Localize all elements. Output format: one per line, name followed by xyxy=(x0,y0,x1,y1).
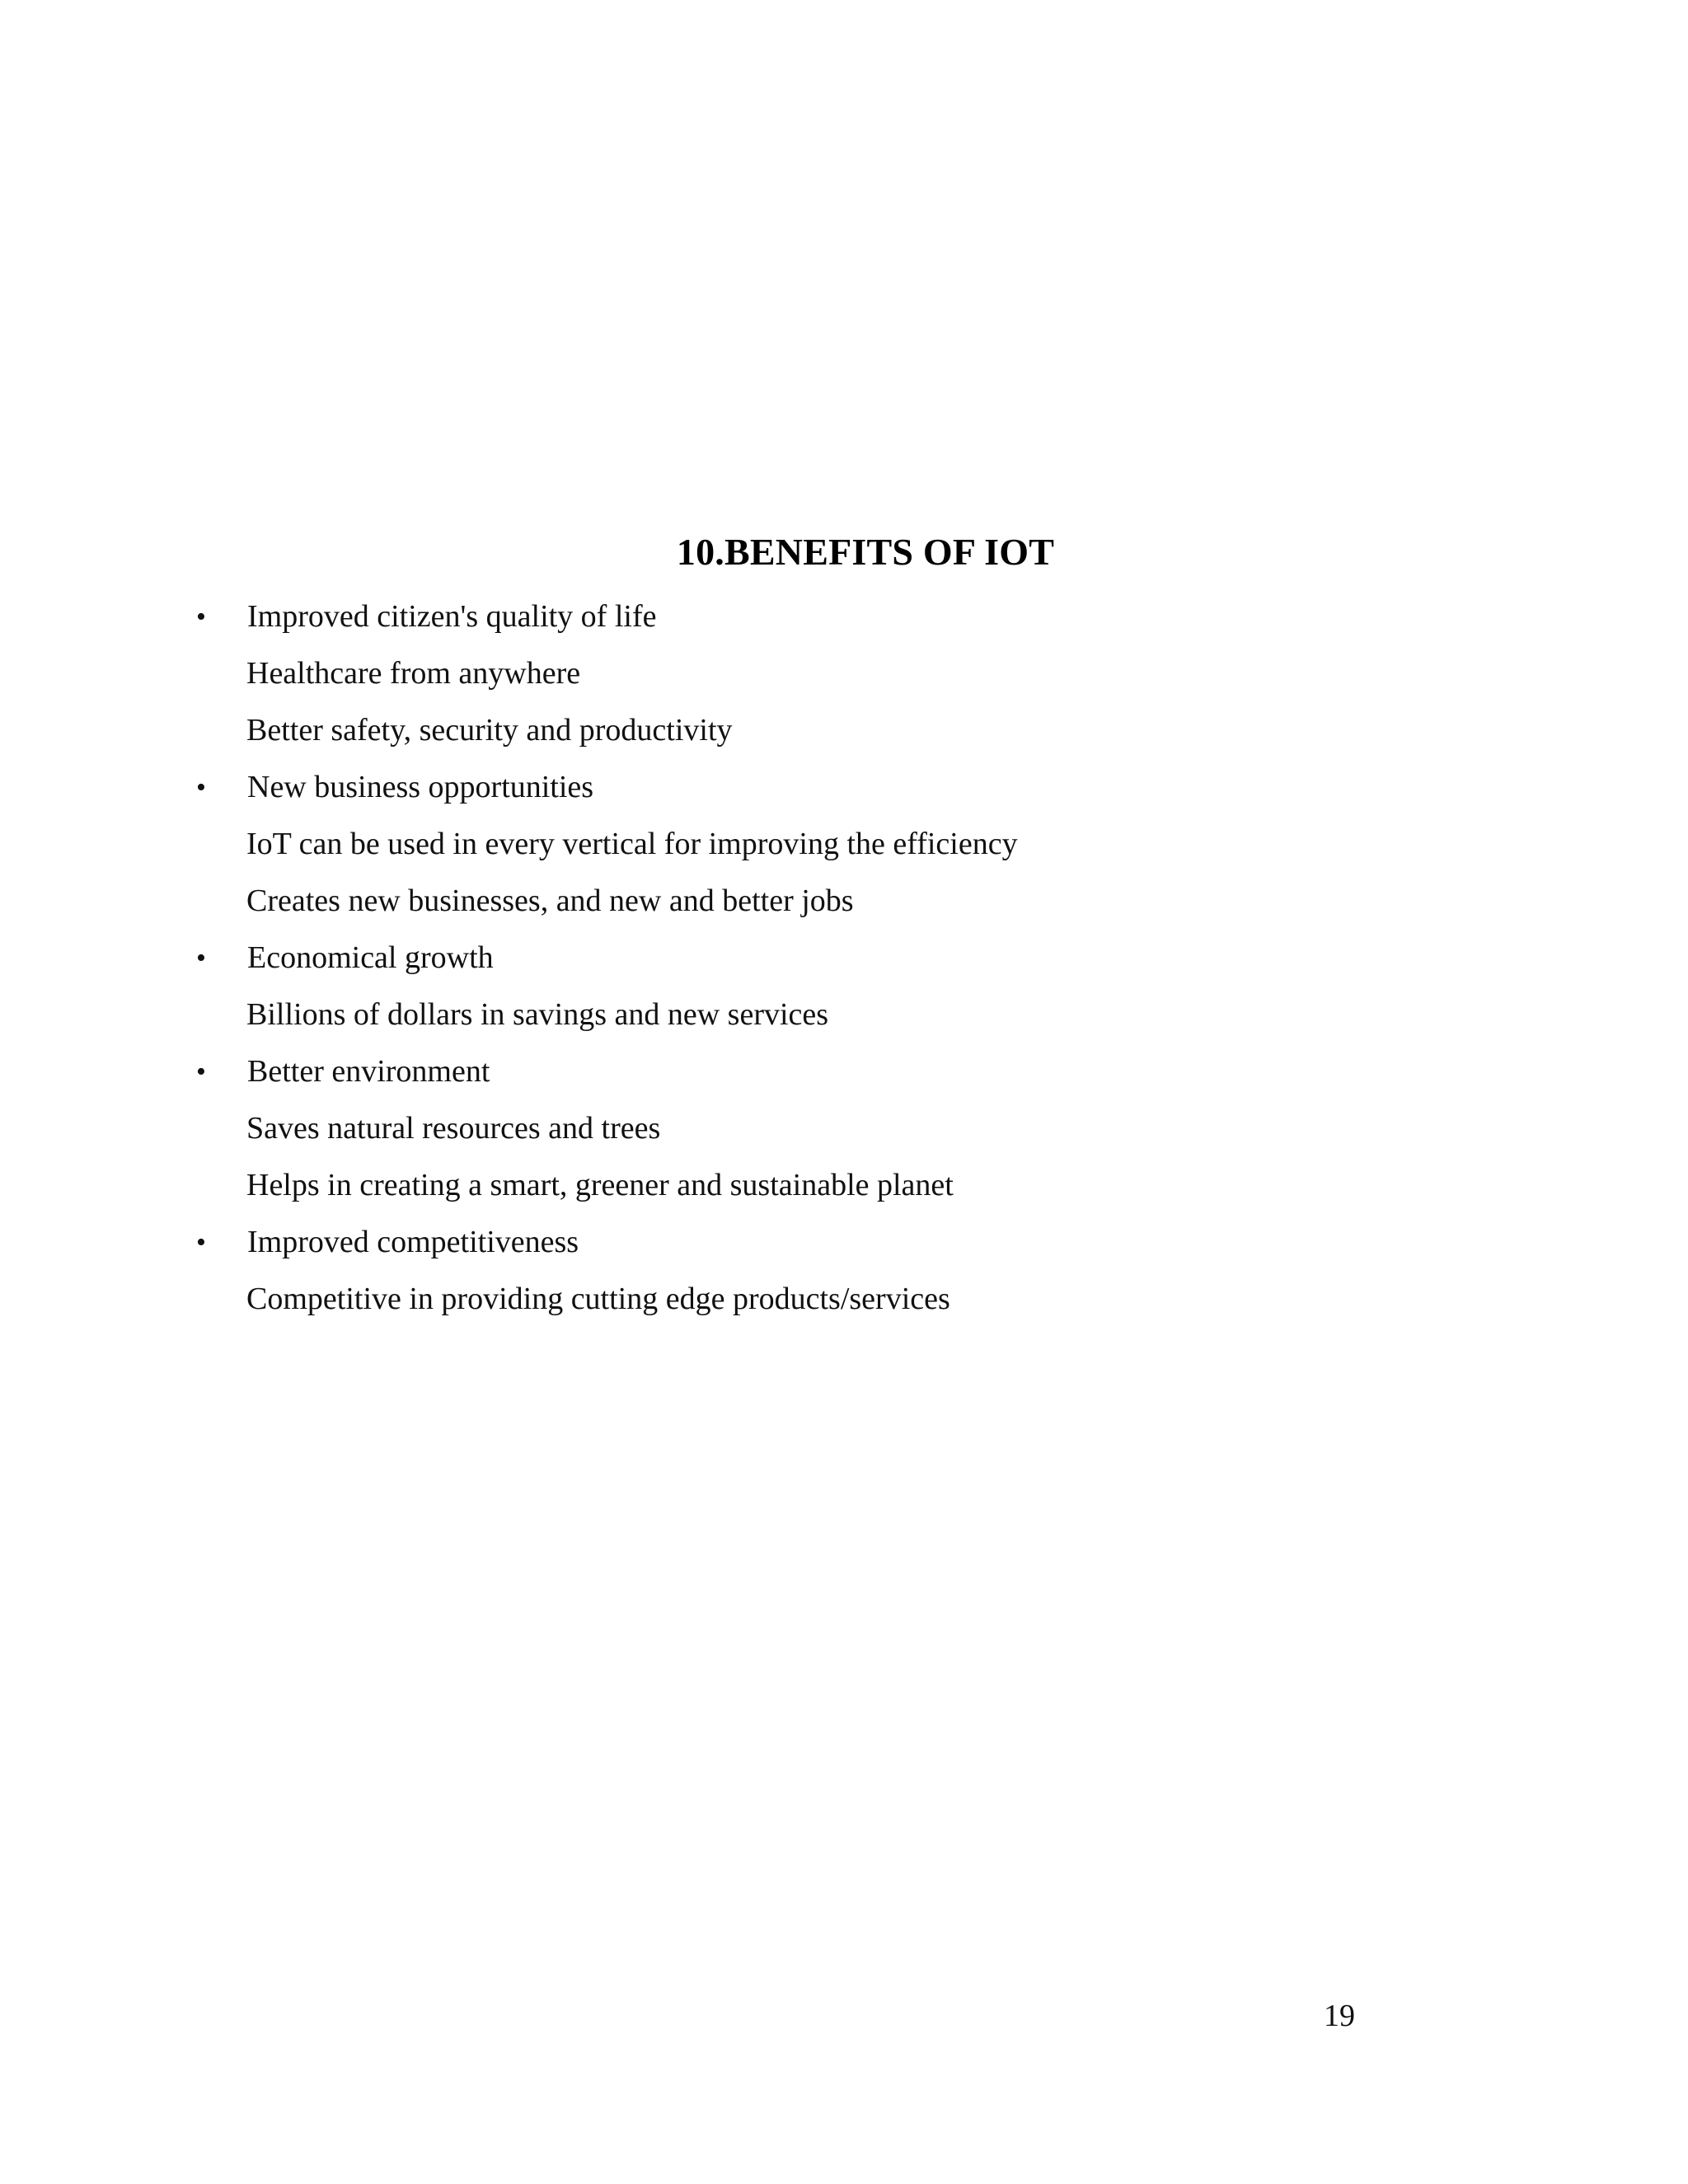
bullet-icon: • xyxy=(196,1057,206,1087)
detail-text: Creates new businesses, and new and better jobs xyxy=(246,883,854,918)
detail-text: Healthcare from anywhere xyxy=(246,656,581,691)
bullet-icon: • xyxy=(196,1227,206,1258)
benefit-section-heading xyxy=(0,930,1688,987)
detail-text: Better safety, security and productivity xyxy=(246,713,733,748)
benefit-detail-line xyxy=(0,1271,1688,1328)
section-heading-text: New business opportunities xyxy=(247,770,594,804)
benefit-detail-line xyxy=(0,702,1688,759)
bullet-icon: • xyxy=(196,602,206,632)
benefit-section-heading xyxy=(0,759,1688,816)
benefit-detail-line xyxy=(0,1100,1688,1157)
bullet-icon: • xyxy=(196,772,206,803)
page-title: 10.BENEFITS OF IOT xyxy=(676,531,1055,573)
benefit-section-heading xyxy=(0,1043,1688,1100)
section-heading-text: Improved competitiveness xyxy=(247,1225,579,1259)
detail-text: Billions of dollars in savings and new services xyxy=(246,997,829,1032)
benefit-detail-line xyxy=(0,1157,1688,1214)
benefits-list xyxy=(0,588,1688,1328)
benefit-detail-line xyxy=(0,987,1688,1043)
section-heading-text: Better environment xyxy=(247,1054,490,1089)
benefit-detail-line xyxy=(0,816,1688,873)
benefit-section-heading xyxy=(0,588,1688,645)
page-number: 19 xyxy=(1324,1999,1355,2033)
bullet-icon: • xyxy=(196,943,206,973)
section-heading-text: Economical growth xyxy=(247,940,494,975)
benefit-section-heading xyxy=(0,1214,1688,1271)
benefit-detail-line xyxy=(0,873,1688,930)
detail-text: IoT can be used in every vertical for improving the efficiency xyxy=(246,827,1018,861)
benefit-detail-line xyxy=(0,645,1688,702)
section-heading-text: Improved citizen's quality of life xyxy=(247,599,657,634)
detail-text: Competitive in providing cutting edge products/services xyxy=(246,1282,950,1316)
detail-text: Helps in creating a smart, greener and sustainable planet xyxy=(246,1168,954,1202)
detail-text: Saves natural resources and trees xyxy=(246,1111,661,1146)
